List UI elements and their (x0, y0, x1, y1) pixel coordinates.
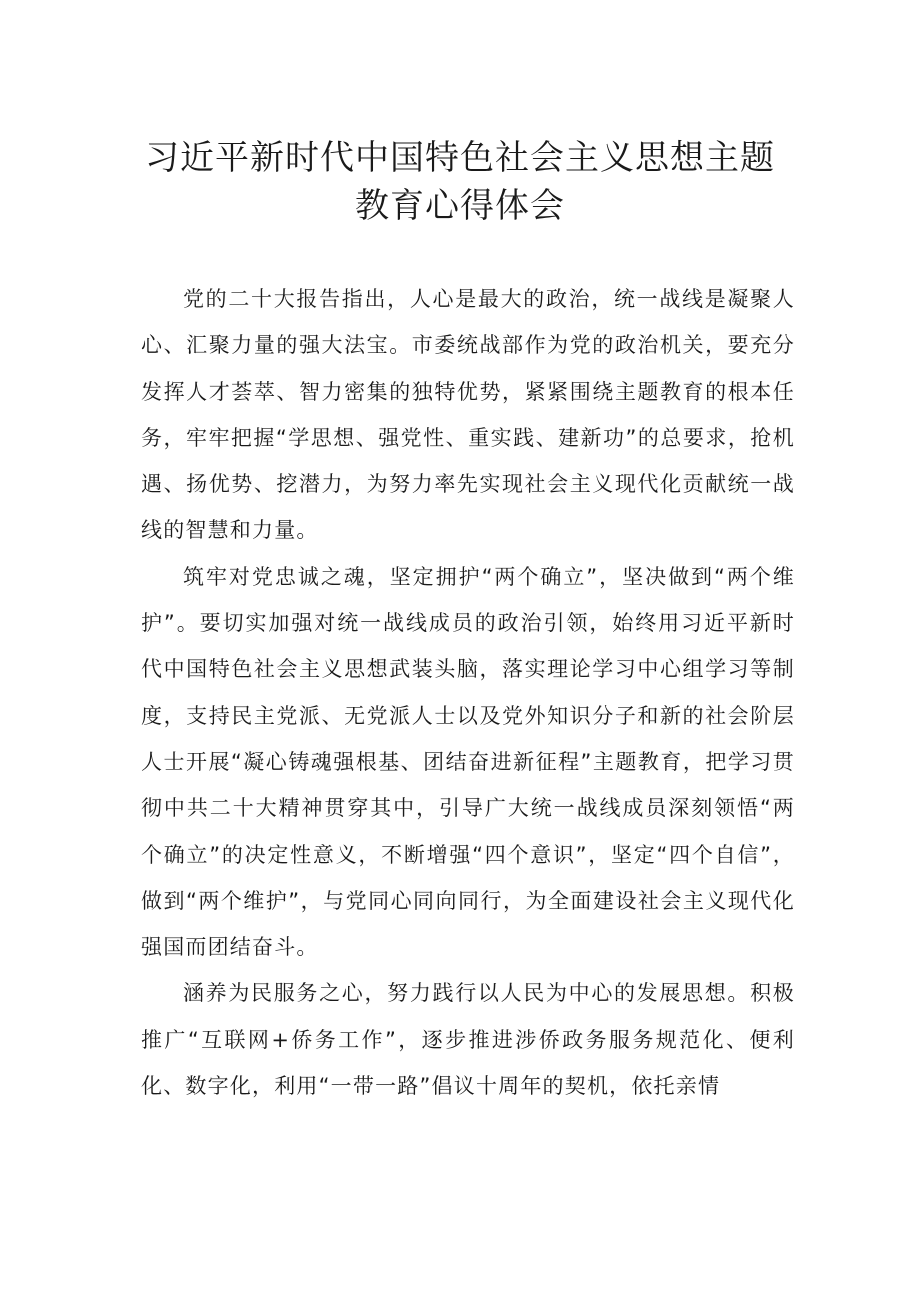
title-line-1: 习近平新时代中国特色社会主义思想主题 (145, 138, 775, 178)
paragraph-3: 涵养为民服务之心，努力践行以人民为中心的发展思想。积极推广“互联网+侨务工作”，逐步推进涉侨政务服务规范化、便利化、数字化，利用“一带一路”倡议十周年的契机，依托亲情 (141, 981, 795, 1099)
paragraph-2: 筑牢对党忠诚之魂，坚定拥护“两个确立”，坚决做到“两个维护”。要切实加强对统一战线成员的政治引领，始终用习近平新时代中国特色社会主义思想武装头脑，落实理论学习中心组学习等制度，支持民主党派、无党派人士以及党外知识分子和新的社会阶层人士开展“凝心铸魂强根基、团结奋进新征程”主题教育，把学习贯彻中共二十大精神贯穿其中，引导广大统一战线成员深刻领悟“两个确立”的决定性意义，不断增强“四个意识”，坚定“四个自信”，做到“两个维护”，与党同心同向同行，为全面建设社会主义现代化强国而团结奋斗。 (141, 564, 795, 960)
document-body (141, 276, 795, 1109)
document-title (0, 134, 920, 230)
paragraph-1: 党的二十大报告指出，人心是最大的政治，统一战线是凝聚人心、汇聚力量的强大法宝。市委统战部作为党的政治机关，要充分发挥人才荟萃、智力密集的独特优势，紧紧围绕主题教育的根本任务，牢牢把握“学思想、强党性、重实践、建新功”的总要求，抢机遇、扬优势、挖潜力，为努力率先实现社会主义现代化贡献统一战线的智慧和力量。 (141, 287, 795, 543)
title-line-2: 教育心得体会 (355, 186, 565, 226)
